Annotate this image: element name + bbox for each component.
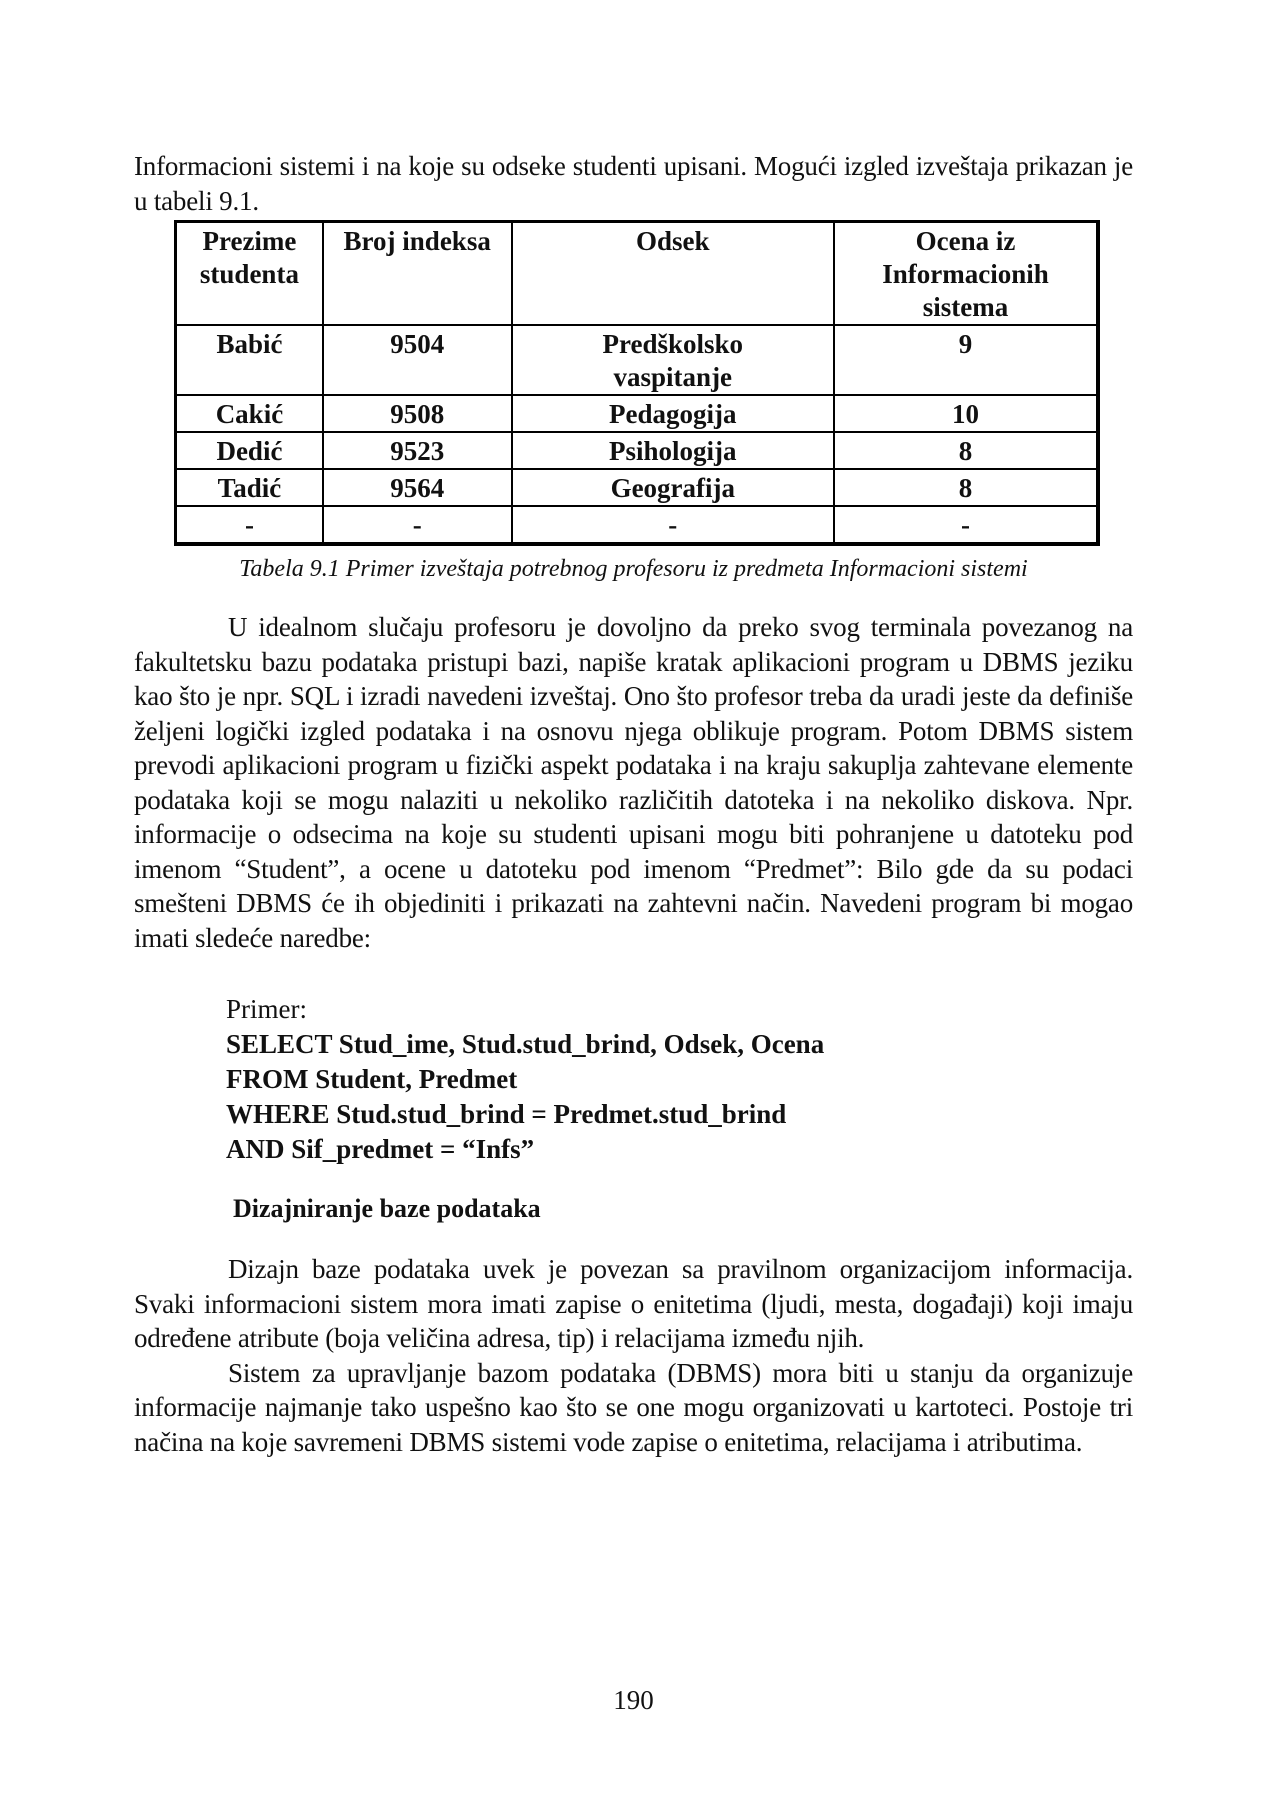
header-prezime: Prezime studenta xyxy=(176,222,323,326)
sql-line-where: WHERE Stud.stud_brind = Predmet.stud_brind xyxy=(226,1099,787,1129)
table-header-row xyxy=(176,222,1099,326)
header-ocena: Ocena iz Informacionih sistema xyxy=(834,222,1098,326)
table-row xyxy=(176,432,1099,469)
report-table-container xyxy=(174,220,1100,546)
section-body xyxy=(134,1252,1133,1459)
cell-broj-indeksa: 9564 xyxy=(323,469,512,506)
cell-prezime: Dedić xyxy=(176,432,323,469)
cell-ocena: 10 xyxy=(834,395,1098,432)
cell-broj-indeksa: - xyxy=(323,506,512,544)
sql-line-from: FROM Student, Predmet xyxy=(226,1064,518,1094)
section-heading: Dizajniranje baze podataka xyxy=(233,1194,541,1223)
cell-odsek: Geografija xyxy=(512,469,835,506)
cell-prezime: - xyxy=(176,506,323,544)
report-table xyxy=(174,220,1100,546)
cell-broj-indeksa: 9508 xyxy=(323,395,512,432)
cell-odsek: Psihologija xyxy=(512,432,835,469)
cell-ocena: 8 xyxy=(834,432,1098,469)
table-row xyxy=(176,395,1099,432)
table-row xyxy=(176,469,1099,506)
header-odsek: Odsek xyxy=(512,222,835,326)
cell-prezime: Tadić xyxy=(176,469,323,506)
cell-odsek: Pedagogija xyxy=(512,395,835,432)
table-row xyxy=(176,506,1099,544)
cell-odsek: Predškolsko vaspitanje xyxy=(512,325,835,395)
example-label: Primer: xyxy=(226,994,307,1024)
sql-example xyxy=(226,992,1126,1167)
header-broj-indeksa: Broj indeksa xyxy=(323,222,512,326)
intro-paragraph: Informacioni sistemi i na koje su odseke studenti upisani. Mogući izgled izveštaja prikazan je u tabeli 9.1. xyxy=(134,151,1133,216)
cell-prezime: Babić xyxy=(176,325,323,395)
cell-ocena: - xyxy=(834,506,1098,544)
paragraph-dbms: Sistem za upravljanje bazom podataka (DBMS) mora biti u stanju da organizuje informacije najmanje tako uspešno kao što se one mogu organizovati u kartoteci. Postoje tri načina na koje savremeni DBMS sistemi vode zapise o enitetima, relacijama i atributima. xyxy=(134,1357,1133,1457)
cell-broj-indeksa: 9523 xyxy=(323,432,512,469)
table-row xyxy=(176,325,1099,395)
cell-odsek: - xyxy=(512,506,835,544)
sql-line-and: AND Sif_predmet = “Infs” xyxy=(226,1134,535,1164)
paragraph-database-design: Dizajn baze podataka uvek je povezan sa pravilnom organizacijom informacija. Svaki informacioni sistem mora imati zapise o enitetima (ljudi, mesta, događaji) koji imaju određene atribute (boja veličina adresa, tip) i relacijama između njih. xyxy=(134,1254,1133,1353)
table-caption: Tabela 9.1 Primer izveštaja potrebnog profesoru iz predmeta Informacioni sistemi xyxy=(239,556,1028,582)
cell-broj-indeksa: 9504 xyxy=(323,325,512,395)
cell-ocena: 9 xyxy=(834,325,1098,395)
cell-prezime: Cakić xyxy=(176,395,323,432)
sql-line-select: SELECT Stud_ime, Stud.stud_brind, Odsek, Ocena xyxy=(226,1029,825,1059)
cell-ocena: 8 xyxy=(834,469,1098,506)
page-number: 190 xyxy=(613,1685,654,1715)
paragraph-ideal-case: U idealnom slučaju profesoru je dovoljno da preko svog terminala povezanog na fakultetsku bazu podataka pristupi bazi, napiše kratak aplikacioni program u DBMS jeziku kao što je npr. SQL i izradi navedeni izveštaj. Ono što profesor treba da uradi jeste da definiše željeni logički izgled podataka i na osnovu njega oblikuje program. Potom DBMS sistem prevodi aplikacioni program u fizički aspekt podataka i na kraju sakuplja zahtevane elemente podataka koji se mogu nalaziti u nekoliko različitih datoteka i na nekoliko diskova. Npr. informacije o odsecima na koje su studenti upisani mogu biti pohranjene u datoteku pod imenom “Student”, a ocene u datoteku pod imenom “Predmet”: Bilo gde da su podaci smešteni DBMS će ih objediniti i prikazati na zahtevni način. Navedeni program bi mogao imati sledeće naredbe: xyxy=(134,612,1133,953)
